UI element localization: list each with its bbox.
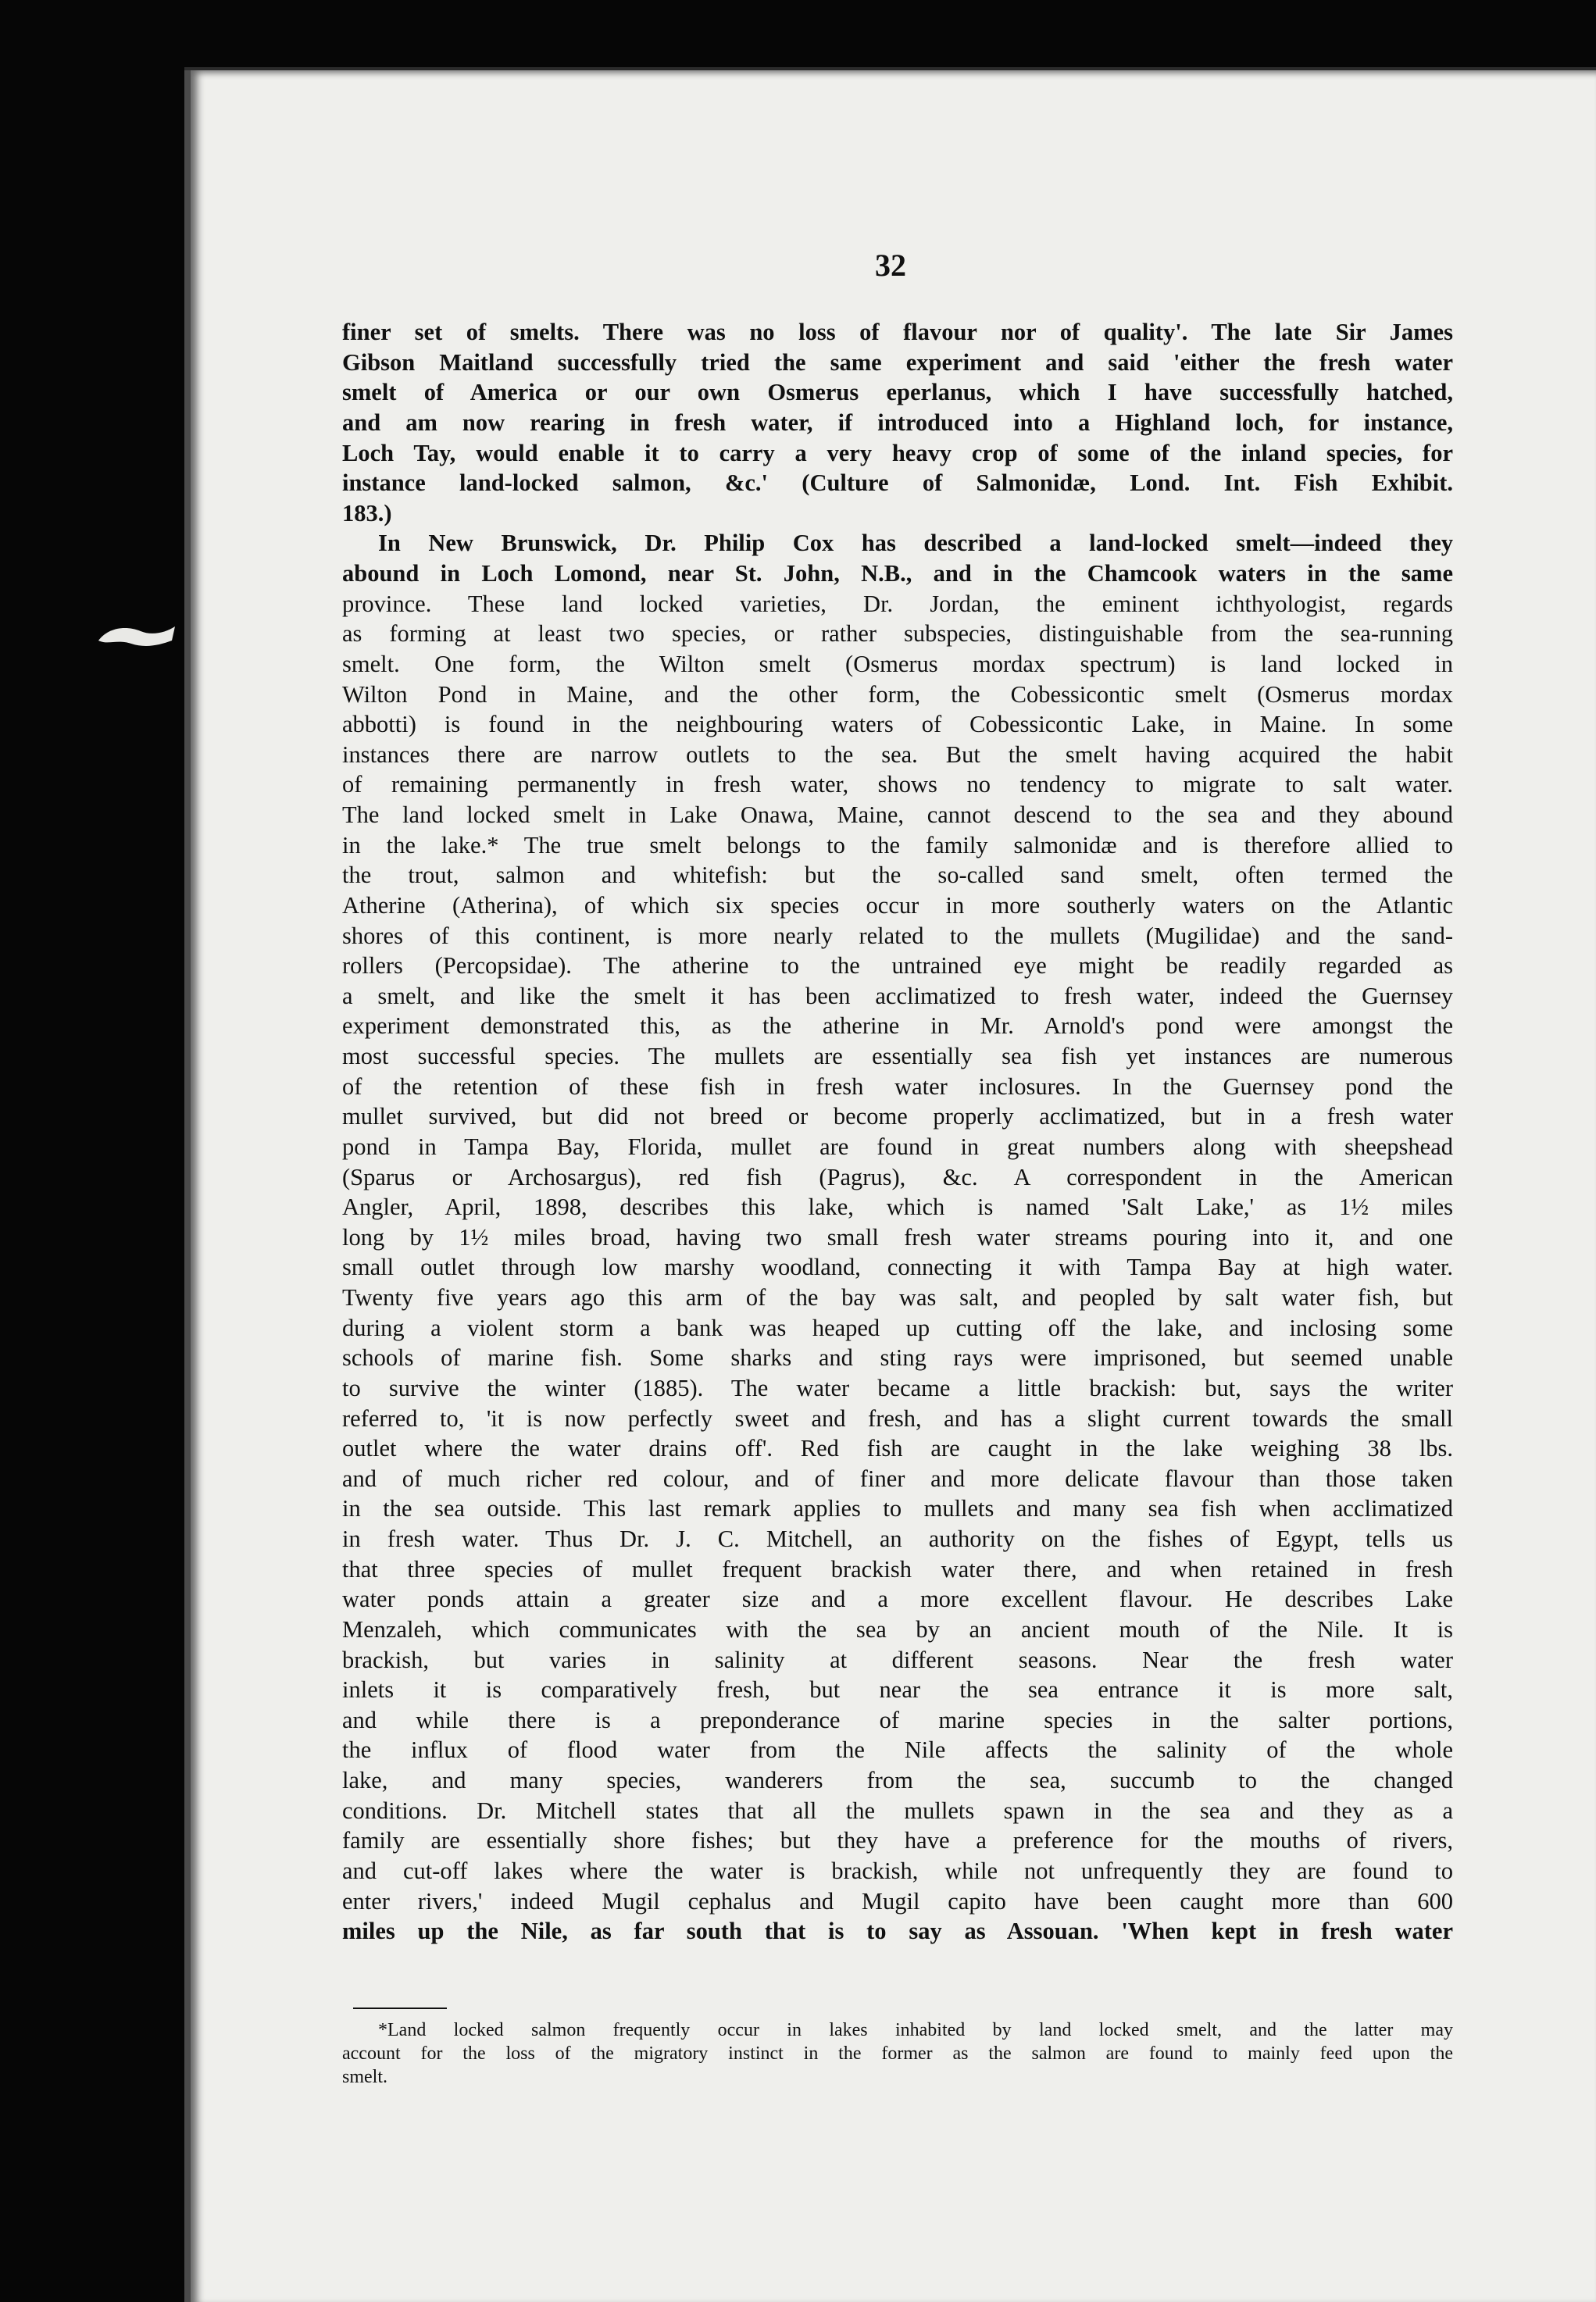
text-line: Twenty five years ago this arm of the bay was salt, and peopled by salt water fish, but xyxy=(342,1284,1453,1311)
text-line: to survive the winter (1885). The water became a little brackish: but, says the writer xyxy=(342,1374,1453,1401)
text-line: small outlet through low marshy woodland, connecting it with Tampa Bay at high water. xyxy=(342,1254,1453,1281)
text-line: and of much richer red colour, and of finer and more delicate flavour than those taken xyxy=(342,1465,1453,1492)
text-line: experiment demonstrated this, as the atherine in Mr. Arnold's pond were amongst the xyxy=(342,1012,1453,1040)
text-line: shores of this continent, is more nearly related to the mullets (Mugilidae) and the sand- xyxy=(342,922,1453,949)
footnote-divider xyxy=(353,2008,447,2009)
text-line: of remaining permanently in fresh water, shows no tendency to migrate to salt water. xyxy=(342,771,1453,798)
text-line: referred to, 'it is now perfectly sweet and fresh, and has a slight current towards the small xyxy=(342,1404,1453,1432)
footnote-line: *Land locked salmon frequently occur in lakes inhabited by land locked smelt, and the latter may xyxy=(378,2020,1453,2040)
text-line: (Sparus or Archosargus), red fish (Pagrus), &c. A correspondent in the American xyxy=(342,1163,1453,1190)
page-number: 32 xyxy=(875,248,906,283)
text-line: abound in Loch Lomond, near St. John, N.B., and in the Chamcook waters in the same xyxy=(342,560,1453,587)
text-line: enter rivers,' indeed Mugil cephalus and Mugil capito have been caught more than 600 xyxy=(342,1887,1453,1915)
footnote-line: account for the loss of the migratory instinct in the former as the salmon are found to mainly feed upon the xyxy=(342,2043,1453,2064)
text-line: smelt of America or our own Osmerus eperlanus, which I have successfully hatched, xyxy=(342,379,1453,406)
text-line: 183.) xyxy=(342,499,392,526)
body-text xyxy=(342,317,1453,1947)
text-line: schools of marine fish. Some sharks and sting rays were imprisoned, but seemed unable xyxy=(342,1344,1453,1372)
text-line: and cut-off lakes where the water is brackish, while not unfrequently they are found to xyxy=(342,1857,1453,1884)
text-line: Gibson Maitland successfully tried the same experiment and said 'either the fresh water xyxy=(342,348,1453,376)
text-line: province. These land locked varieties, Dr. Jordan, the eminent ichthyologist, regards xyxy=(342,590,1453,617)
text-line: inlets it is comparatively fresh, but near the sea entrance it is more salt, xyxy=(342,1676,1453,1704)
text-line: the influx of flood water from the Nile affects the salinity of the whole xyxy=(342,1736,1453,1764)
scan-artifact xyxy=(94,617,180,653)
text-line: instances there are narrow outlets to the sea. But the smelt having acquired the habit xyxy=(342,741,1453,768)
text-line: Loch Tay, would enable it to carry a very heavy crop of some of the inland species, for xyxy=(342,439,1453,466)
text-line: most successful species. The mullets are essentially sea fish yet instances are numerous xyxy=(342,1043,1453,1069)
text-line: in the sea outside. This last remark applies to mullets and many sea fish when acclimatized xyxy=(342,1495,1453,1522)
footnote-line: smelt. xyxy=(342,2067,387,2087)
text-line: miles up the Nile, as far south that is to say as Assouan. 'When kept in fresh water xyxy=(342,1918,1453,1945)
text-line: in fresh water. Thus Dr. J. C. Mitchell, an authority on the fishes of Egypt, tells us xyxy=(342,1526,1453,1552)
text-line: that three species of mullet frequent brackish water there, and when retained in fresh xyxy=(342,1555,1453,1583)
text-line: during a violent storm a bank was heaped up cutting off the lake, and inclosing some xyxy=(342,1314,1453,1341)
text-line: smelt. One form, the Wilton smelt (Osmerus mordax spectrum) is land locked in xyxy=(342,650,1453,677)
text-line: The land locked smelt in Lake Onawa, Maine, cannot descend to the sea and they abound xyxy=(342,801,1453,828)
text-line: brackish, but varies in salinity at different seasons. Near the fresh water xyxy=(342,1646,1453,1673)
text-line: rollers (Percopsidae). The atherine to the untrained eye might be readily regarded as xyxy=(342,952,1453,980)
text-line: long by 1½ miles broad, having two small fresh water streams pouring into it, and one xyxy=(342,1223,1453,1251)
text-line: as forming at least two species, or rather subspecies, distinguishable from the sea-running xyxy=(342,620,1453,648)
text-line: in the lake.* The true smelt belongs to the family salmonidæ and is therefore allied to xyxy=(342,831,1453,858)
text-line: abbotti) is found in the neighbouring waters of Cobessicontic Lake, in Maine. In some xyxy=(342,711,1453,738)
text-line: mullet survived, but did not breed or become properly acclimatized, but in a fresh water xyxy=(342,1103,1453,1130)
footnote xyxy=(342,2018,1453,2089)
text-line: outlet where the water drains off'. Red fish are caught in the lake weighing 38 lbs. xyxy=(342,1435,1453,1462)
text-line: water ponds attain a greater size and a more excellent flavour. He describes Lake xyxy=(342,1586,1453,1613)
text-line: Angler, April, 1898, describes this lake, which is named 'Salt Lake,' as 1½ miles xyxy=(342,1194,1453,1221)
text-line: instance land-locked salmon, &c.' (Culture of Salmonidæ, Lond. Int. Fish Exhibit. xyxy=(342,469,1453,497)
text-line: the trout, salmon and whitefish: but the so-called sand smelt, often termed the xyxy=(342,862,1453,889)
text-line: of the retention of these fish in fresh water inclosures. In the Guernsey pond the xyxy=(342,1072,1453,1100)
text-line: and while there is a preponderance of marine species in the salter portions, xyxy=(342,1706,1453,1733)
text-line: Atherine (Atherina), of which six species occur in more southerly waters on the Atlantic xyxy=(342,891,1453,919)
text-line: lake, and many species, wanderers from the sea, succumb to the changed xyxy=(342,1767,1453,1793)
text-line: and am now rearing in fresh water, if introduced into a Highland loch, for instance, xyxy=(342,409,1453,436)
text-line: conditions. Dr. Mitchell states that all the mullets spawn in the sea and they as a xyxy=(342,1797,1453,1824)
text-line: family are essentially shore fishes; but they have a preference for the mouths of rivers, xyxy=(342,1827,1453,1854)
text-line: Menzaleh, which communicates with the sea by an ancient mouth of the Nile. It is xyxy=(342,1615,1453,1643)
text-line: pond in Tampa Bay, Florida, mullet are found in great numbers along with sheepshead xyxy=(342,1133,1453,1160)
text-line: In New Brunswick, Dr. Philip Cox has described a land-locked smelt—indeed they xyxy=(378,530,1453,557)
text-line: a smelt, and like the smelt it has been acclimatized to fresh water, indeed the Guernsey xyxy=(342,982,1453,1009)
text-line: finer set of smelts. There was no loss of flavour nor of quality'. The late Sir James xyxy=(342,319,1453,345)
text-line: Wilton Pond in Maine, and the other form, the Cobessicontic smelt (Osmerus mordax xyxy=(342,680,1453,708)
